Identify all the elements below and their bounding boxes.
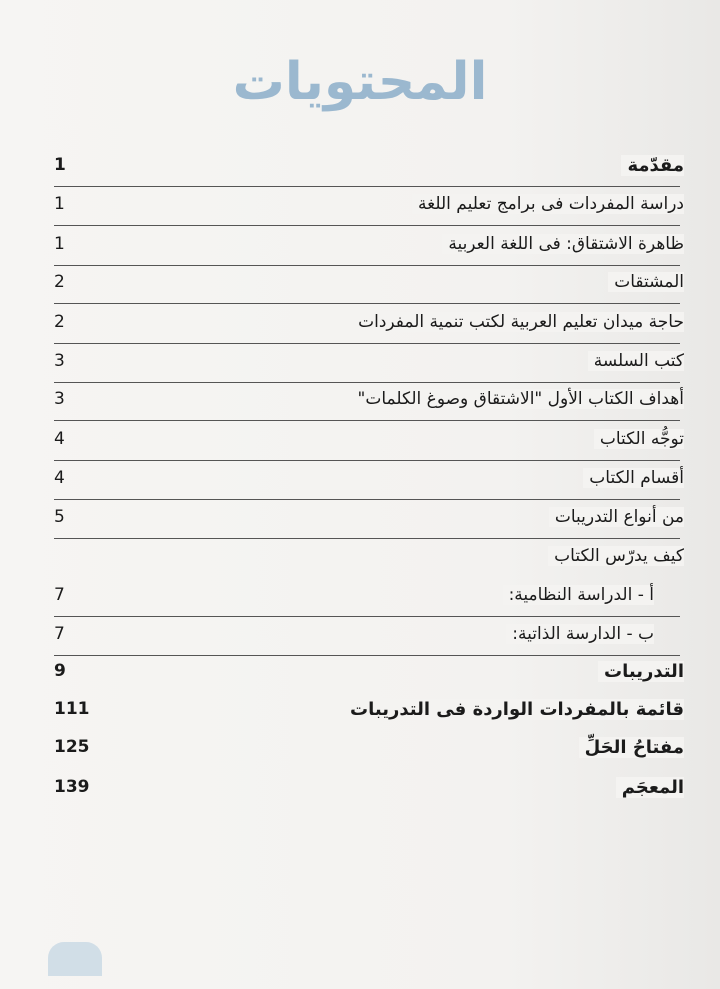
toc-entry — [0, 507, 720, 543]
toc-entry-label: من أنواع التدريبات — [549, 507, 684, 527]
toc-entry-page: 3 — [54, 389, 65, 409]
toc-entry — [0, 737, 720, 773]
toc-entry-label: كيف يدرّس الكتاب — [548, 546, 684, 566]
page-title: المحتويات — [232, 52, 488, 112]
toc-entry-label: مقدّمة — [621, 155, 684, 176]
dotted-rule — [54, 186, 680, 187]
toc-entry-page: 139 — [54, 777, 90, 797]
toc-entry-label: دراسة المفردات فى برامج تعليم اللغة — [412, 194, 684, 214]
toc-entry — [0, 624, 720, 660]
dotted-rule — [54, 616, 680, 617]
toc-entry-page: 4 — [54, 429, 65, 449]
toc-entry-label: كتب السلسة — [588, 351, 684, 371]
toc-entry — [0, 429, 720, 465]
toc-entry — [0, 272, 720, 308]
toc-entry-label: توجُّه الكتاب — [594, 429, 684, 449]
toc-entry — [0, 312, 720, 348]
toc-entry-label: أ - الدراسة النظامية: — [503, 585, 654, 605]
toc-entry-label: أقسام الكتاب — [583, 468, 684, 488]
toc-entry-label: ظاهرة الاشتقاق: فى اللغة العربية — [442, 234, 684, 254]
toc-entry-page: 7 — [54, 624, 65, 644]
toc-entry-label: أهداف الكتاب الأول "الاشتقاق وصوغ الكلمات" — [352, 389, 684, 409]
toc-entry-label: المشتقات — [608, 272, 684, 292]
toc-entry-page: 2 — [54, 272, 65, 292]
dotted-rule — [54, 420, 680, 421]
dotted-rule — [54, 343, 680, 344]
toc-entry — [0, 546, 720, 582]
dotted-rule — [54, 382, 680, 383]
toc-entry — [0, 661, 720, 697]
dotted-rule — [54, 538, 680, 539]
toc-entry — [0, 468, 720, 504]
toc-entry-label: المعجَم — [616, 777, 684, 798]
toc-entry — [0, 234, 720, 270]
toc-entry-label: مفتاحُ الحَلِّ — [579, 737, 684, 758]
page-number-tab — [48, 942, 102, 976]
toc-entry-page: 1 — [54, 194, 65, 214]
toc-entry-page: 1 — [54, 155, 66, 175]
toc-entry-page: 2 — [54, 312, 65, 332]
toc-entry-page: 7 — [54, 585, 65, 605]
dotted-rule — [54, 499, 680, 500]
toc-entry-label: التدريبات — [598, 661, 684, 682]
dotted-rule — [54, 265, 680, 266]
toc-entry-page: 3 — [54, 351, 65, 371]
toc-entry-page: 125 — [54, 737, 90, 757]
dotted-rule — [54, 303, 680, 304]
toc-entry-page: 5 — [54, 507, 65, 527]
toc-entry-page: 111 — [54, 699, 90, 719]
toc-entry — [0, 699, 720, 735]
toc-entry — [0, 389, 720, 425]
toc-entry — [0, 585, 720, 621]
toc-entry — [0, 194, 720, 230]
toc-entry — [0, 351, 720, 387]
toc-entry-label: حاجة ميدان تعليم العربية لكتب تنمية المفردات — [352, 312, 684, 332]
toc-entry-page: 4 — [54, 468, 65, 488]
toc-entry-page: 9 — [54, 661, 66, 681]
toc-entry-label: قائمة بالمفردات الواردة فى التدريبات — [344, 699, 684, 720]
toc-entry-label: ب - الدارسة الذاتية: — [506, 624, 654, 644]
toc-entry — [0, 777, 720, 813]
dotted-rule — [54, 225, 680, 226]
dotted-rule — [54, 460, 680, 461]
dotted-rule — [54, 655, 680, 656]
toc-entry — [0, 155, 720, 191]
toc-entry-page: 1 — [54, 234, 65, 254]
